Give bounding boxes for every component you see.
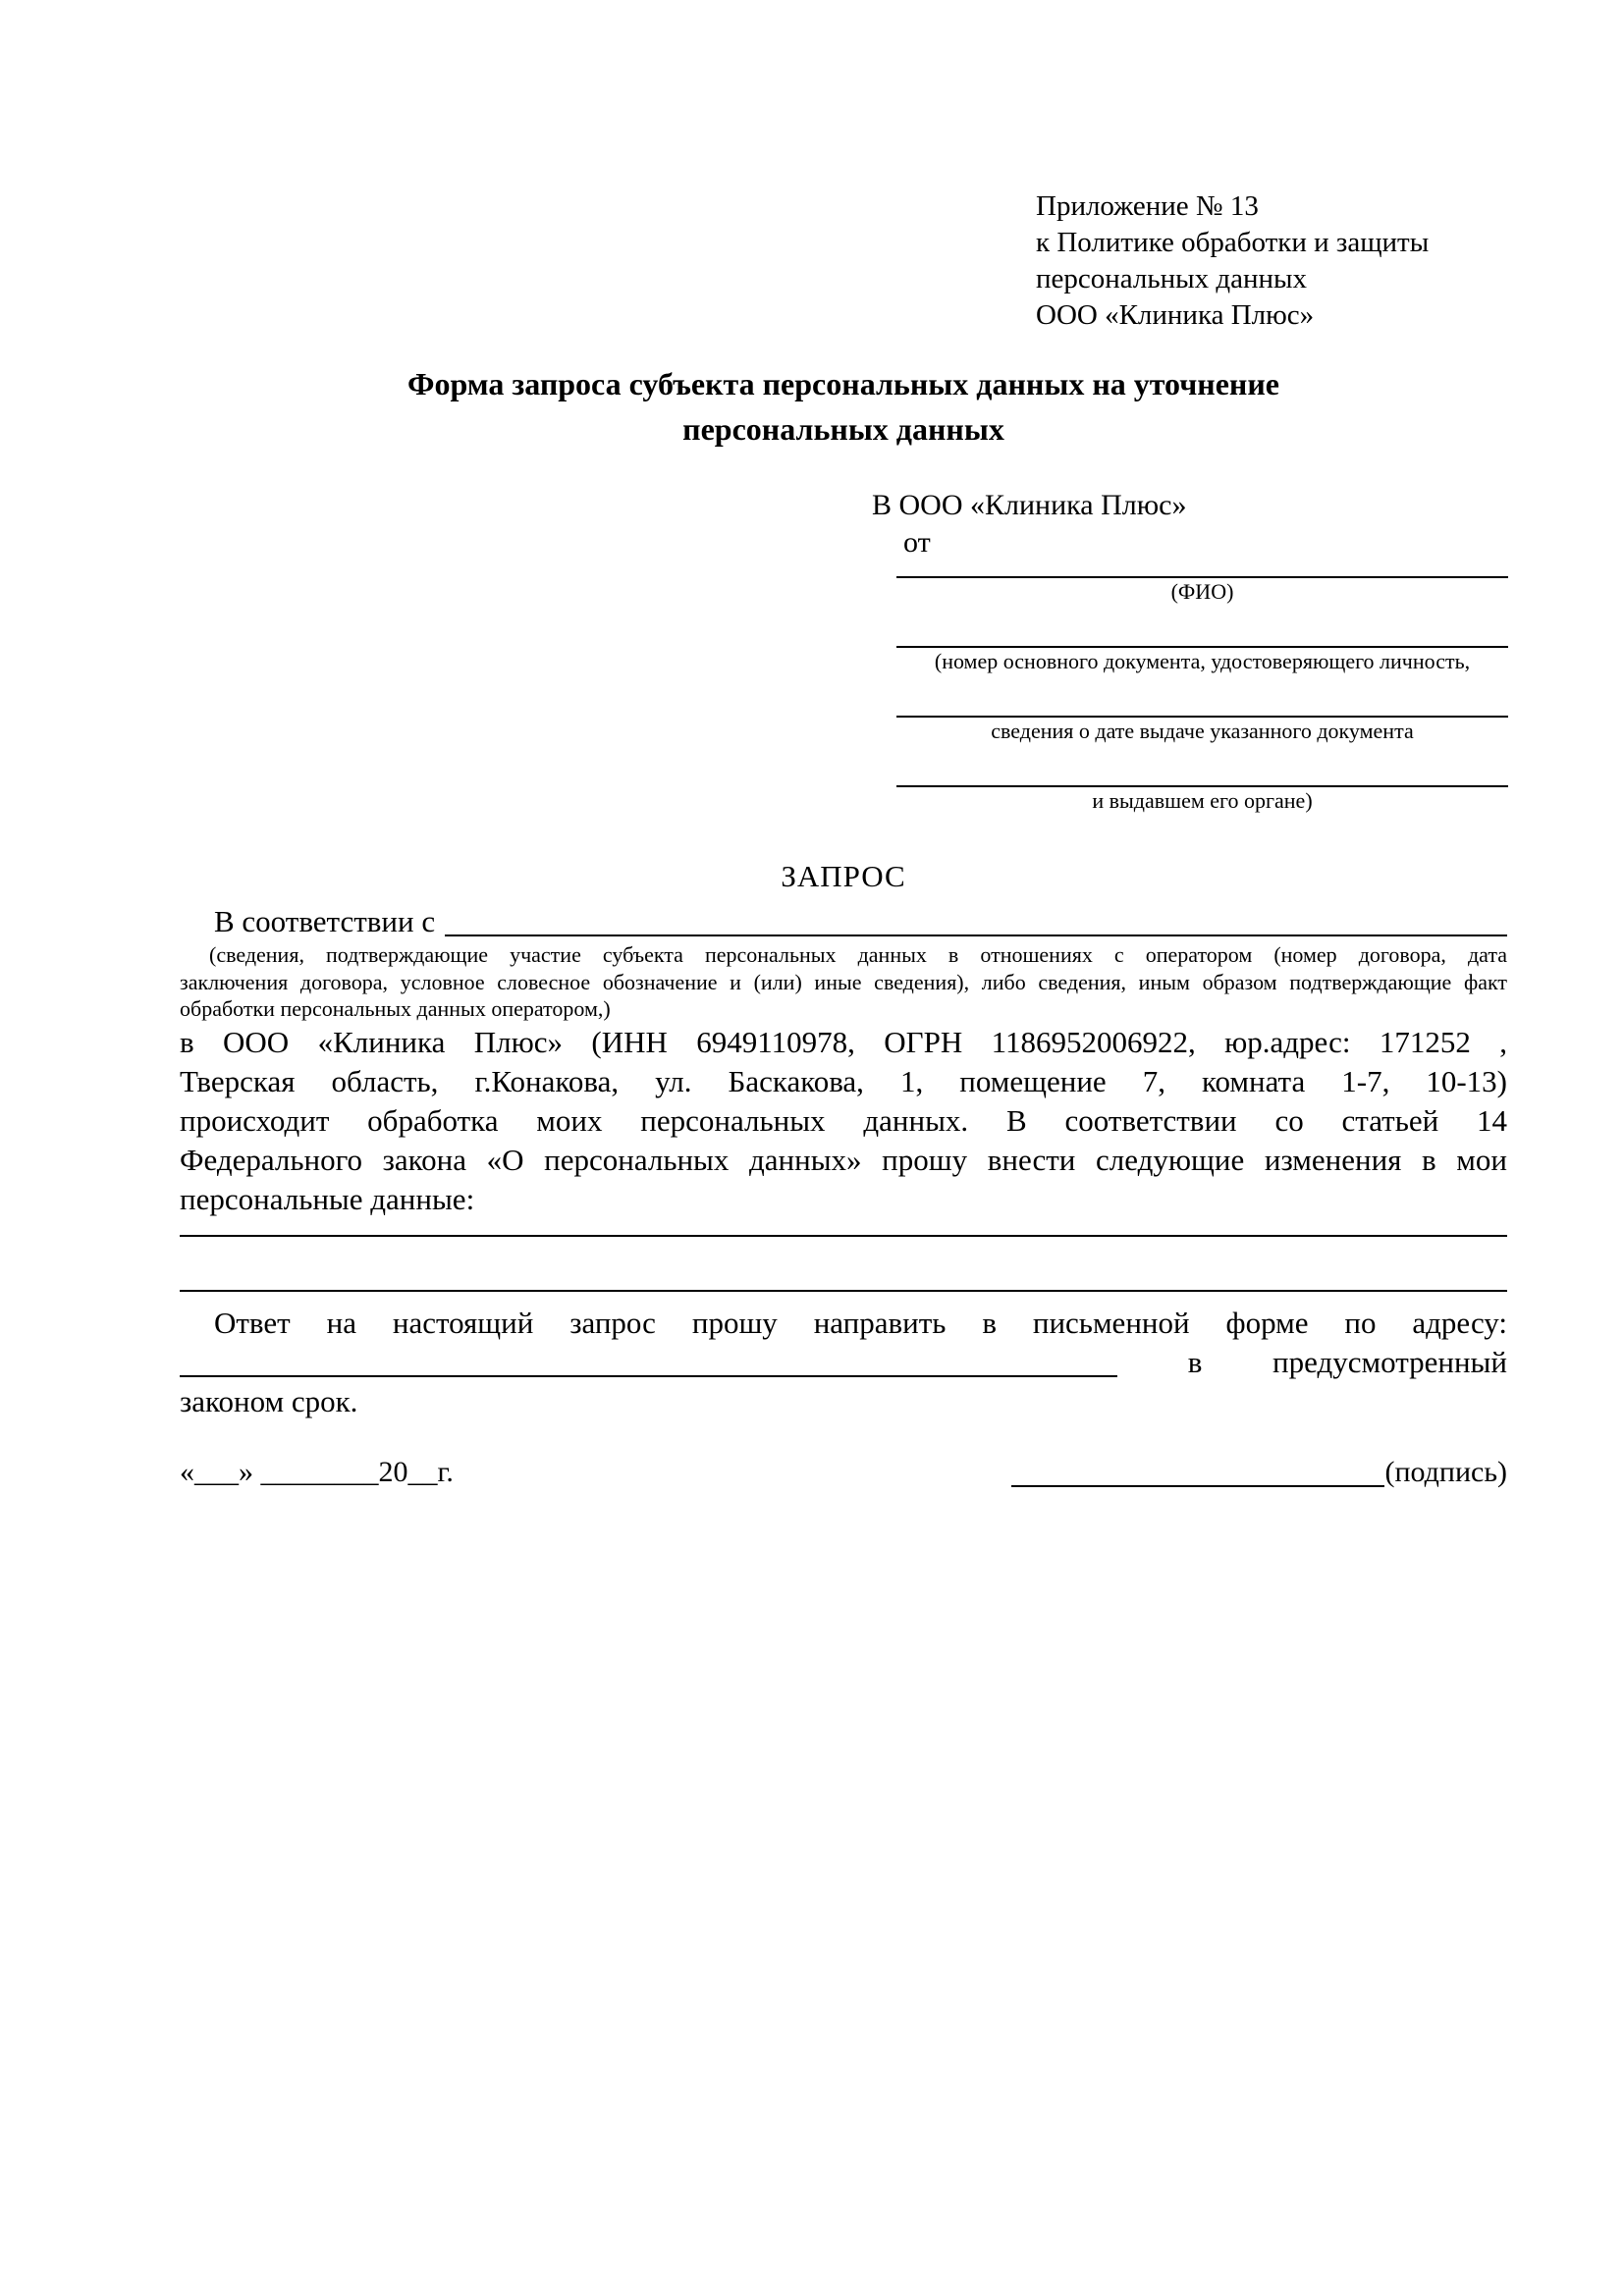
issue-date-blank-line — [896, 674, 1508, 718]
note-line1: (сведения, подтверждающие участие субъекта персональных данных в отношениях с оператором (номер договора, дата — [209, 942, 1507, 967]
reply-word-v: в — [1187, 1344, 1203, 1379]
addressee-from-label: от — [903, 526, 931, 559]
accordance-line — [180, 902, 1507, 941]
note-line3: обработки персональных данных оператором,) — [180, 996, 611, 1021]
document-title — [180, 361, 1507, 452]
reply-line1: Ответ на настоящий запрос прошу направить в письменной форме по адресу: — [214, 1305, 1507, 1340]
body-line2: Тверская область, г.Конакова, ул. Баскакова, 1, помещение 7, комната 1-7, 10-13) — [180, 1063, 1507, 1098]
signature-block — [1011, 1453, 1507, 1492]
body-line3: происходит обработка моих персональных данных. В соответствии со статьей 14 — [180, 1102, 1507, 1138]
reply-address-blank-line — [180, 1343, 1117, 1377]
appendix-header — [1036, 188, 1507, 334]
signature-blank-line — [1011, 1453, 1384, 1487]
reply-paragraph — [180, 1304, 1507, 1421]
reply-word-predusmotrennyj: предусмотренный — [1272, 1344, 1507, 1379]
document-content — [180, 0, 1507, 1492]
body-line1: в ООО «Клиника Плюс» (ИНН 6949110978, ОГРН 1186952006922, юр.адрес: 171252 , — [180, 1024, 1507, 1059]
appendix-number: Приложение № 13 — [1036, 190, 1259, 222]
issue-date-caption: сведения о дате выдаче указанного документа — [991, 719, 1414, 743]
request-heading: ЗАПРОС — [781, 859, 906, 893]
note-line2: заключения договора, условное словесное обозначение и (или) иные сведения), либо сведения, иным образом подтверждающие факт — [180, 969, 1507, 994]
accordance-label: В соответствии с — [214, 904, 436, 938]
date-signature-row — [180, 1453, 1507, 1492]
body-line4: Федерального закона «О персональных данных» прошу внести следующие изменения в мои — [180, 1142, 1507, 1177]
document-title-line1: Форма запроса субъекта персональных данных на уточнение — [407, 366, 1279, 401]
appendix-policy-line: к Политике обработки и защиты — [1036, 227, 1430, 258]
appendix-policy-line2: персональных данных — [1036, 263, 1308, 294]
fio-caption: (ФИО) — [1170, 579, 1234, 604]
document-title-line2: персональных данных — [682, 411, 1004, 447]
issuing-authority-blank-line — [896, 744, 1508, 787]
issuing-authority-caption: и выдавшем его органе) — [1092, 788, 1313, 813]
appendix-company: ООО «Клиника Плюс» — [1036, 299, 1315, 331]
signature-caption: (подпись) — [1384, 1455, 1507, 1488]
fio-blank-line — [896, 561, 1508, 578]
document-number-caption: (номер основного документа, удостоверяющего личность, — [934, 649, 1471, 673]
addressee-block — [872, 487, 1508, 814]
addressee-to: В ООО «Клиника Плюс» — [872, 489, 1187, 521]
changes-blank-line1 — [180, 1219, 1507, 1237]
reply-address-line — [180, 1343, 1507, 1382]
date-blank-line: «___» ________20__г. — [180, 1455, 454, 1488]
accordance-note — [180, 941, 1507, 1023]
accordance-blank-line — [445, 902, 1507, 936]
body-line5: персональные данные: — [180, 1181, 475, 1216]
reply-line3: законом срок. — [180, 1383, 358, 1418]
document-number-blank-line — [896, 605, 1508, 648]
request-body — [180, 1023, 1507, 1219]
changes-blank-line2 — [180, 1237, 1507, 1292]
